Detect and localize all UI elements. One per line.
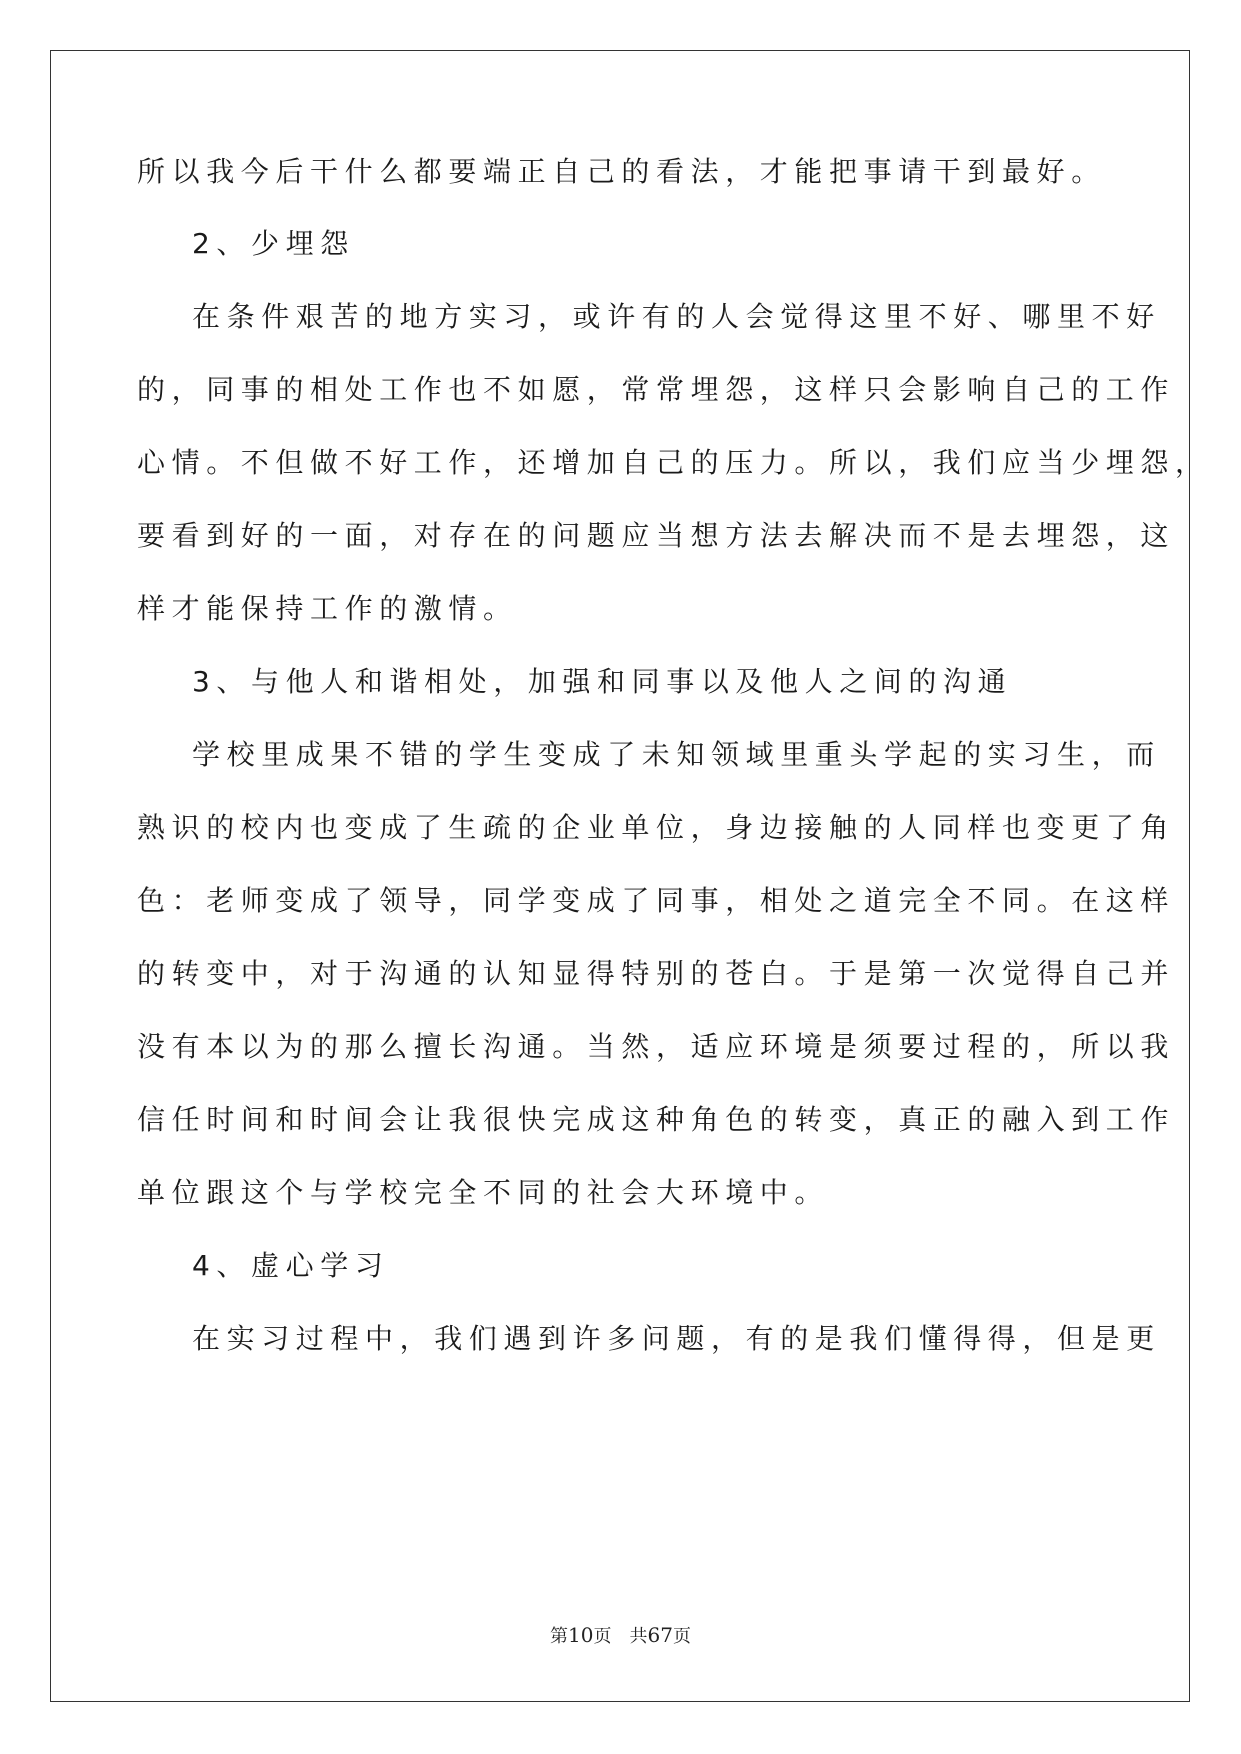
text-line: 要看到好的一面，对存在的问题应当想方法去解决而不是去埋怨，这 [137,519,1176,552]
section-heading: 4、虚心学习 [192,1249,390,1282]
text-line: 的转变中，对于沟通的认知显得特别的苍白。于是第一次觉得自己并 [137,957,1176,990]
text-line: 样才能保持工作的激情。 [137,592,518,625]
text-line: 学校里成果不错的学生变成了未知领域里重头学起的实习生，而 [192,738,1161,771]
footer-total-unit: 页 [672,1626,691,1647]
total-pages-number: 67 [647,1623,673,1647]
footer-prefix: 第 [550,1626,569,1647]
text-line: 心情。不但做不好工作，还增加自己的压力。所以，我们应当少埋怨， [137,446,1210,479]
text-line: 的，同事的相处工作也不如愿，常常埋怨，这样只会影响自己的工作 [137,373,1176,406]
text-line: 在实习过程中，我们遇到许多问题，有的是我们懂得得，但是更 [192,1322,1161,1355]
text-line: 单位跟这个与学校完全不同的社会大环境中。 [137,1176,830,1209]
current-page-number: 10 [568,1623,594,1647]
text-line: 所以我今后干什么都要端正自己的看法，才能把事请干到最好。 [137,155,1106,188]
text-line: 没有本以为的那么擅长沟通。当然，适应环境是须要过程的，所以我 [137,1030,1176,1063]
section-heading: 3、与他人和谐相处，加强和同事以及他人之间的沟通 [192,665,1013,698]
footer-page-unit: 页 [593,1626,612,1647]
section-heading: 2、少埋怨 [192,227,355,260]
text-line: 熟识的校内也变成了生疏的企业单位，身边接触的人同样也变更了角 [137,811,1176,844]
text-line: 色：老师变成了领导，同学变成了同事，相处之道完全不同。在这样 [137,884,1176,917]
text-line: 在条件艰苦的地方实习，或许有的人会觉得这里不好、哪里不好 [192,300,1161,333]
page-footer [0,1622,1241,1648]
footer-total-prefix: 共 [629,1626,648,1647]
text-line: 信任时间和时间会让我很快完成这种角色的转变，真正的融入到工作 [137,1103,1176,1136]
